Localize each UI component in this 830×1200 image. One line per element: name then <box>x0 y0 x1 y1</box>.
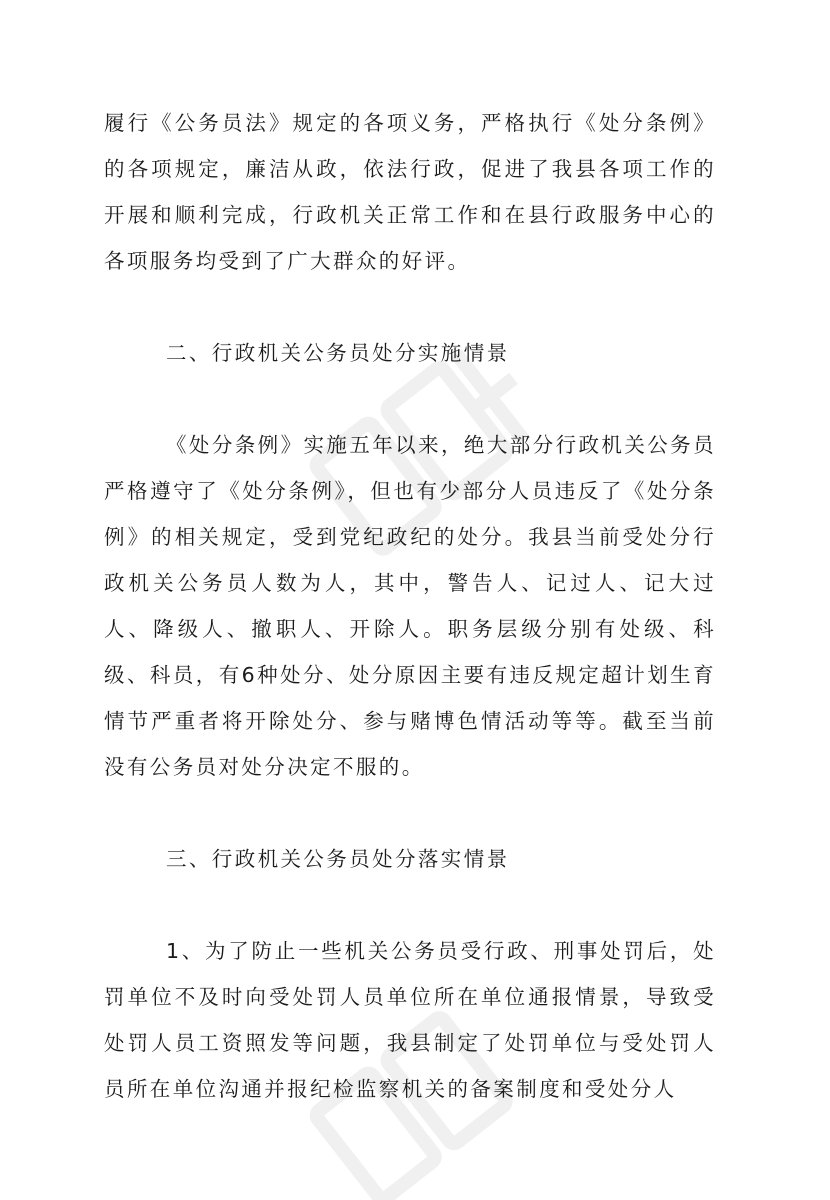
document-body <box>104 100 716 1112</box>
paragraph-intro: 履行《公务员法》规定的各项义务，严格执行《处分条例》的各项规定，廉洁从政，依法行政，促进了我县各项工作的开展和顺利完成，行政机关正常工作和在县行政服务中心的各项服务均受到了广大群众的好评。 <box>104 111 716 273</box>
paragraph-implementation: 《处分条例》实施五年以来，绝大部分行政机关公务员严格遵守了《处分条例》，但也有少部分人员违反了《处分条例》的相关规定，受到党纪政纪的处分。我县当前受处分行政机关公务员人数为人，其中，警告人、记过人、记大过人、降级人、撤职人、开除人。职务层级分别有处级、科级、科员，有6种处分、处分原因主要有违反规定超计划生育情节严重者将开除处分、参与赌博色情活动等等。截至当前没有公务员对处分决定不服的。 <box>104 433 716 779</box>
paragraph-measure-1: 1、为了防止一些机关公务员受行政、刑事处罚后，处罚单位不及时向受处罚人员单位所在单位通报情景，导致受处罚人员工资照发等问题，我县制定了处罚单位与受处罚人员所在单位沟通并报纪检监察机关的备案制度和受处分人 <box>104 939 716 1101</box>
section-heading-3: 三、行政机关公务员处分落实情景 <box>166 847 510 871</box>
section-heading-2: 二、行政机关公务员处分实施情景 <box>166 341 510 365</box>
